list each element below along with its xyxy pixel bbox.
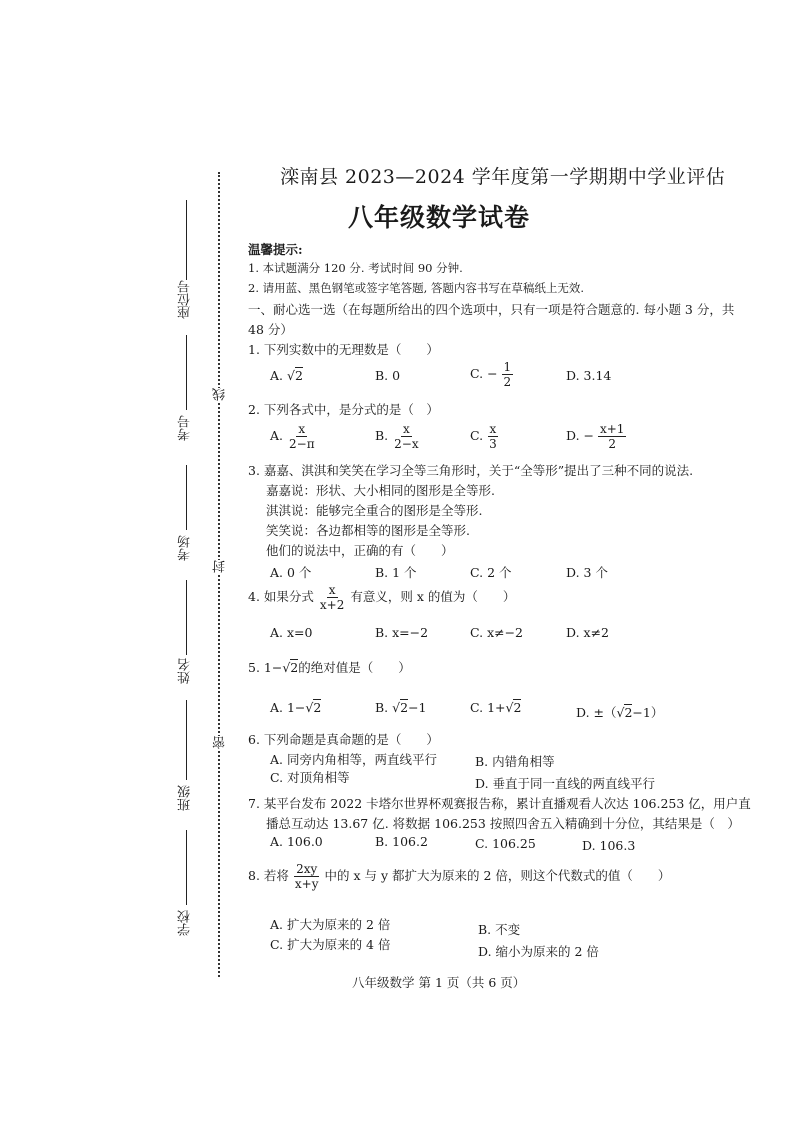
section-heading-b: 48 分） [248,322,293,337]
section-heading-a: 一、耐心选一选（在每题所给出的四个选项中，只有一项是符合题意的. 每小题 3 分，共 [248,302,735,317]
seal-dotted-line [218,172,220,977]
page-footer: 八年级数学 第 1 页（共 6 页） [352,975,526,990]
q1-option-d: D. 3.14 [566,368,612,383]
exam-title: 滦南县 2023—2024 学年度第一学期期中学业评估 [280,166,726,188]
q4-option-c: C. x≠−2 [470,625,524,640]
q3-ask: 他们的说法中，正确的有（ ） [266,543,454,558]
q2-stem: 2. 下列各式中，是分式的是（ ） [248,402,439,417]
q8-option-c: C. 扩大为原来的 4 倍 [270,937,391,952]
q4-option-d: D. x≠2 [566,625,609,640]
q2-option-a: A. $\frac{x}{2-\pi}$ [270,422,315,451]
field-exam-room: 考场 [178,535,193,561]
field-school: 学校 [178,910,193,936]
seal-char-line: 线 [213,388,228,401]
q1-option-a: A. √2 [270,368,303,383]
q2-option-c: C. $\frac{x}{3}$ [470,422,497,451]
q6-option-b: B. 内错角相等 [475,754,555,769]
q4-option-a: A. x=0 [270,625,313,640]
field-name: 姓名 [178,658,193,684]
q6-option-d: D. 垂直于同一直线的两直线平行 [475,776,656,791]
q8-option-d: D. 缩小为原来的 2 倍 [478,944,599,959]
q2-option-b: B. $\frac{x}{2-x}$ [375,422,419,451]
q1-option-c: C. − $\frac{1}{2}$ [470,360,512,389]
q1-option-b: B. 0 [375,368,401,383]
q8-option-b: B. 不变 [478,922,521,937]
q7-option-a: A. 106.0 [270,834,323,849]
q3-option-b: B. 1 个 [375,565,417,580]
seal-char-secret: 密 [213,736,228,749]
q8-stem: 8. 若将 $\frac{2xy}{x+y}$ 中的 x 与 y 都扩大为原来的 2 倍，则这个代数式的值（ ） [248,862,671,891]
q7-option-b: B. 106.2 [375,834,428,849]
q8-option-a: A. 扩大为原来的 2 倍 [270,917,391,932]
notice-heading: 温馨提示: [248,242,303,257]
q7-option-d: D. 106.3 [582,838,636,853]
q3-statement-3: 笑笑说：各边都相等的图形是全等形. [266,523,470,538]
q3-statement-2: 淇淇说：能够完全重合的图形是全等形. [266,503,483,518]
field-class: 班级 [178,785,193,811]
q3-option-c: C. 2 个 [470,565,512,580]
field-line-seat [186,200,187,280]
q5-stem: 5. 1−√2的绝对值是（ ） [248,660,411,675]
q5-option-a: A. 1−√2 [270,700,322,715]
field-exam-id: 考号 [178,415,193,441]
notice-line-2: 2. 请用蓝、黑色钢笔或签字笔答题, 答题内容书写在草稿纸上无效. [248,281,585,295]
field-seat-number: 座位号 [178,280,193,319]
field-line-school [186,830,187,905]
field-line-name [186,580,187,655]
q6-option-c: C. 对顶角相等 [270,770,350,785]
q6-stem: 6. 下列命题是真命题的是（ ） [248,732,439,747]
q7-line-2: 播总互动达 13.67 亿. 将数据 106.253 按照四舍五入精确到十分位，其结果是（ ） [266,816,740,831]
q3-option-d: D. 3 个 [566,565,608,580]
q6-option-a: A. 同旁内角相等，两直线平行 [270,752,437,767]
q4-option-b: B. x=−2 [375,625,429,640]
q5-option-c: C. 1+√2 [470,700,522,715]
field-line-room [186,465,187,530]
q5-option-d: D. ±（√2−1） [576,705,664,720]
notice-line-1: 1. 本试题满分 120 分. 考试时间 90 分钟. [248,261,463,275]
seal-char-seal: 封 [213,560,228,573]
q3-option-a: A. 0 个 [270,565,312,580]
q7-line-1: 7. 某平台发布 2022 卡塔尔世界杯观赛报告称，累计直播观看人次达 106.253 亿，用户直 [248,796,751,811]
q7-option-c: C. 106.25 [475,836,536,851]
q3-stem: 3. 嘉嘉、淇淇和笑笑在学习全等三角形时，关于“全等形”提出了三种不同的说法. [248,463,694,478]
field-line-exam-id [186,335,187,410]
q4-stem: 4. 如果分式 $\frac{x}{x+2}$ 有意义，则 x 的值为（ ） [248,583,516,612]
q1-stem: 1. 下列实数中的无理数是（ ） [248,342,439,357]
field-line-class [186,700,187,780]
q5-option-b: B. √2−1 [375,700,427,715]
q3-statement-1: 嘉嘉说：形状、大小相同的图形是全等形. [266,483,495,498]
exam-subtitle: 八年级数学试卷 [348,203,531,232]
q2-option-d: D. − $\frac{x+1}{2}$ [566,422,625,451]
